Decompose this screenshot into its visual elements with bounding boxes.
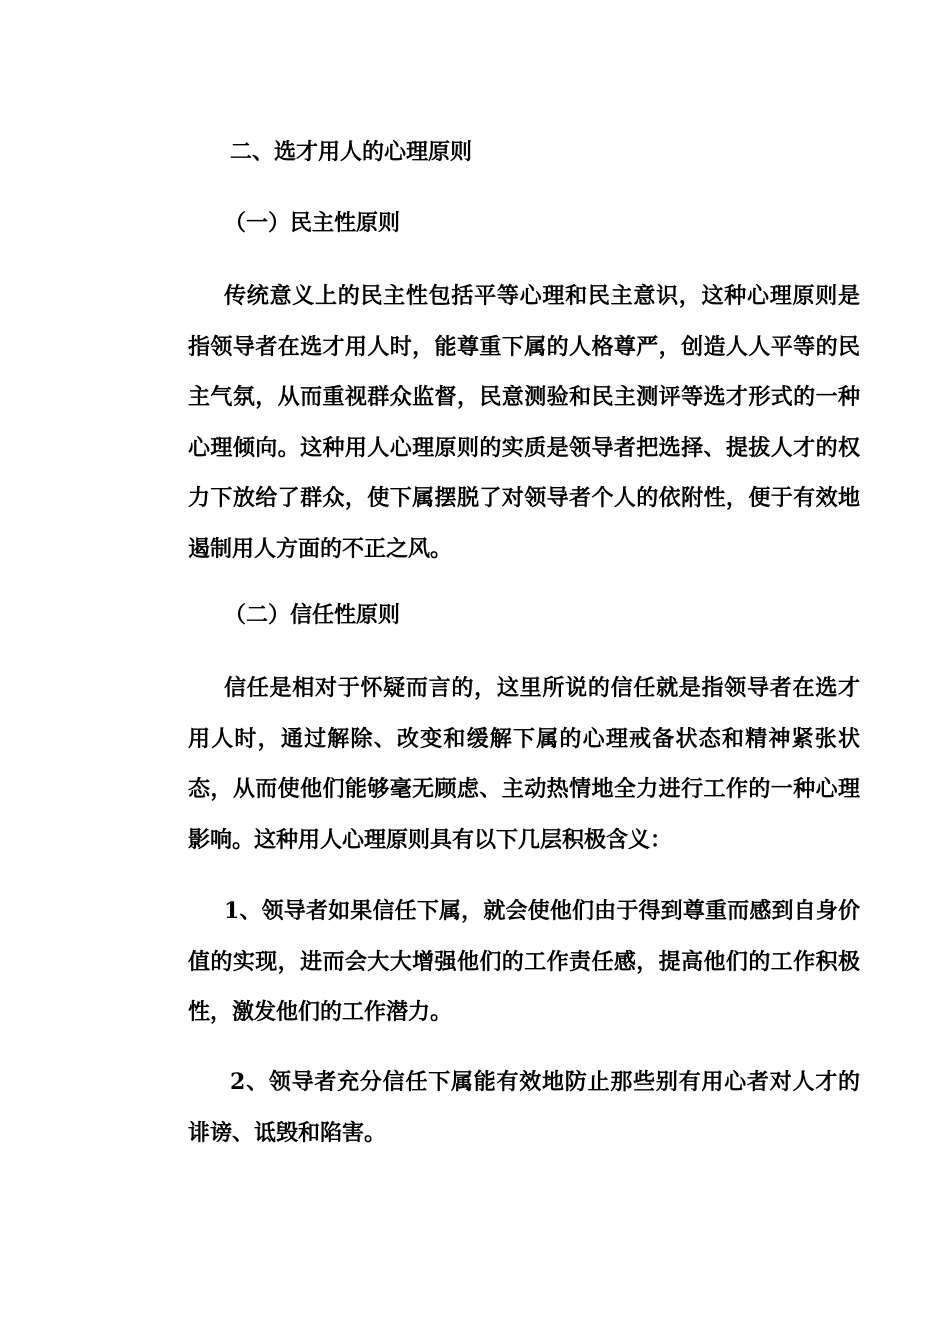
subsection-title-democratic: （一）民主性原则 bbox=[224, 210, 401, 236]
subsection-title-trust: （二）信任性原则 bbox=[224, 602, 401, 628]
paragraph-trust-point-1: 1、领导者如果信任下属，就会使他们由于得到尊重而感到自身价值的实现，进而会大大增强他们的工作责任感，提高他们的工作积极性，激发他们的工作潜力。 bbox=[188, 898, 860, 1025]
paragraph-trust-intro: 信任是相对于怀疑而言的，这里所说的信任就是指领导者在选才用人时，通过解除、改变和缓解下属的心理戒备状态和精神紧张状态，从而使他们能够毫无顾虑、主动热情地全力进行工作的一种心理影响。这种用人心理原则具有以下几层积极含义： bbox=[188, 675, 860, 853]
paragraph-trust-point-2: 2、领导者充分信任下属能有效地防止那些别有用心者对人才的诽谤、诋毁和陷害。 bbox=[188, 1069, 860, 1146]
section-title: 二、选才用人的心理原则 bbox=[230, 139, 473, 165]
paragraph-democratic: 传统意义上的民主性包括平等心理和民主意识，这种心理原则是指领导者在选才用人时，能尊重下属的人格尊严，创造人人平等的民主气氛，从而重视群众监督，民意测验和民主测评等选才形式的一种心理倾向。这种用人心理原则的实质是领导者把选择、提拔人才的权力下放给了群众，使下属摆脱了对领导者个人的依附性，便于有效地遏制用人方面的不正之风。 bbox=[188, 283, 860, 562]
